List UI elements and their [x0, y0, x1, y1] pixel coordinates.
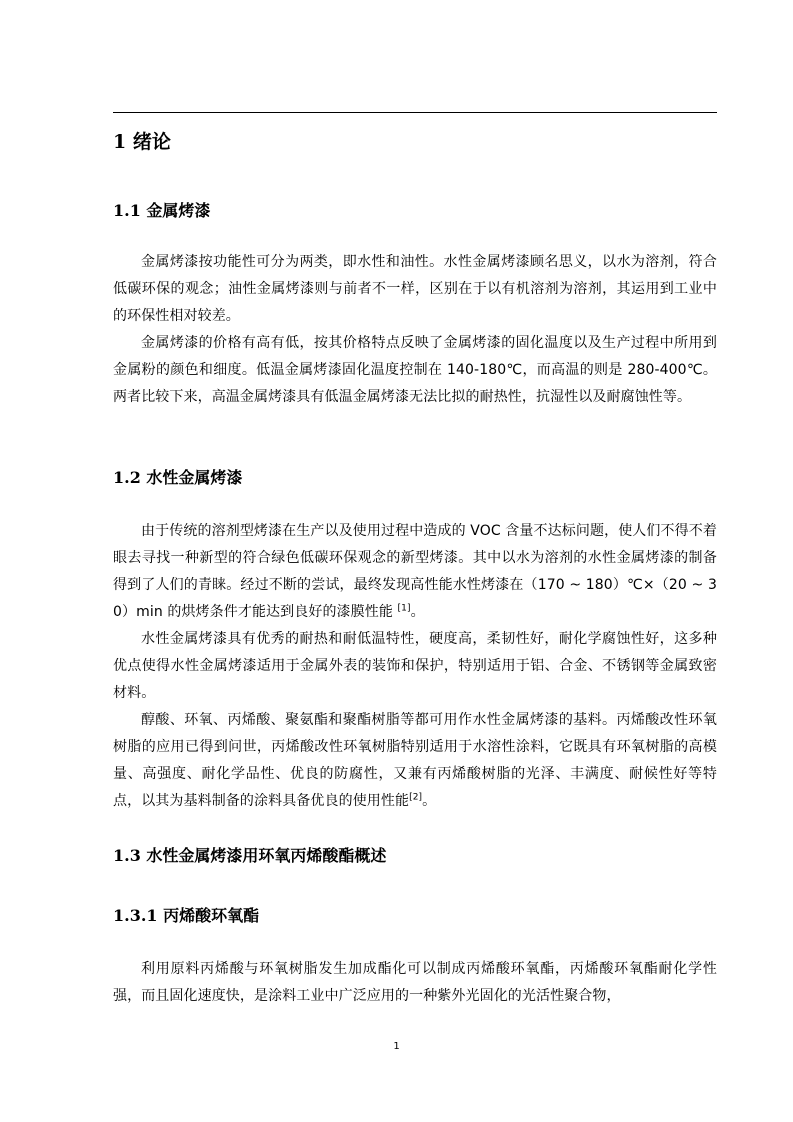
header-rule — [113, 112, 717, 113]
paragraph-text: 醇酸、环氧、丙烯酸、聚氨酯和聚酯树脂等都可用作水性金属烤漆的基料。丙烯酸改性环氧树脂的应用已得到问世，丙烯酸改性环氧树脂特别适用于水溶性涂料，它既具有环氧树脂的高模量、高强度、耐化学品性、优良的防腐性，又兼有丙烯酸树脂的光泽、丰满度、耐候性好等特点，以其为基料制备的涂料具备优良的使用性能 — [113, 712, 717, 809]
section-heading-1-3-1: 1.3.1 丙烯酸环氧酯 — [113, 906, 260, 925]
paragraph: 利用原料丙烯酸与环氧树脂发生加成酯化可以制成丙烯酸环氧酯，丙烯酸环氧酯耐化学性强，而且固化速度快，是涂料工业中广泛应用的一种紫外光固化的光活性聚合物， — [113, 961, 717, 1004]
section-heading-1-1: 1.1 金属烤漆 — [113, 201, 211, 220]
paragraph: 金属烤漆的价格有高有低，按其价格特点反映了金属烤漆的固化温度以及生产过程中所用到金属粉的颜色和细度。低温金属烤漆固化温度控制在 140-180℃，而高温的则是 280-400℃。两者比较下来，高温金属烤漆具有低温金属烤漆无法比拟的耐热性，抗湿性以及耐腐蚀性等。 — [113, 335, 717, 405]
citation-ref: [2] — [409, 792, 423, 803]
page-number: 1 — [393, 1041, 400, 1052]
section-heading-1-3: 1.3 水性金属烤漆用环氧丙烯酸酯概述 — [113, 846, 387, 865]
citation-ref: [1] — [397, 603, 411, 614]
paragraph — [113, 518, 717, 626]
paragraph — [113, 707, 717, 815]
chapter-heading: 1 绪论 — [113, 131, 171, 153]
paragraph-text: 由于传统的溶剂型烤漆在生产以及使用过程中造成的 VOC 含量不达标问题，使人们不得不着眼去寻找一种新型的符合绿色低碳环保观念的新型烤漆。其中以水为溶剂的水性金属烤漆的制备得到了人们的青睐。经过不断的尝试，最终发现高性能水性烤漆在（170 ~ 180）℃×（20 ~ 30）min 的烘烤条件才能达到良好的漆膜性能 — [113, 523, 717, 620]
paragraph-end: 。 — [410, 604, 425, 620]
paragraph: 金属烤漆按功能性可分为两类，即水性和油性。水性金属烤漆顾名思义，以水为溶剂，符合低碳环保的观念；油性金属烤漆则与前者不一样，区别在于以有机溶剂为溶剂，其运用到工业中的环保性相对较差。 — [113, 254, 717, 324]
section-heading-1-2: 1.2 水性金属烤漆 — [113, 468, 243, 487]
paragraph-end: 。 — [422, 793, 437, 809]
paragraph: 水性金属烤漆具有优秀的耐热和耐低温特性，硬度高，柔韧性好，耐化学腐蚀性好，这多种优点使得水性金属烤漆适用于金属外表的装饰和保护，特别适用于铝、合金、不锈钢等金属致密材料。 — [113, 631, 717, 701]
